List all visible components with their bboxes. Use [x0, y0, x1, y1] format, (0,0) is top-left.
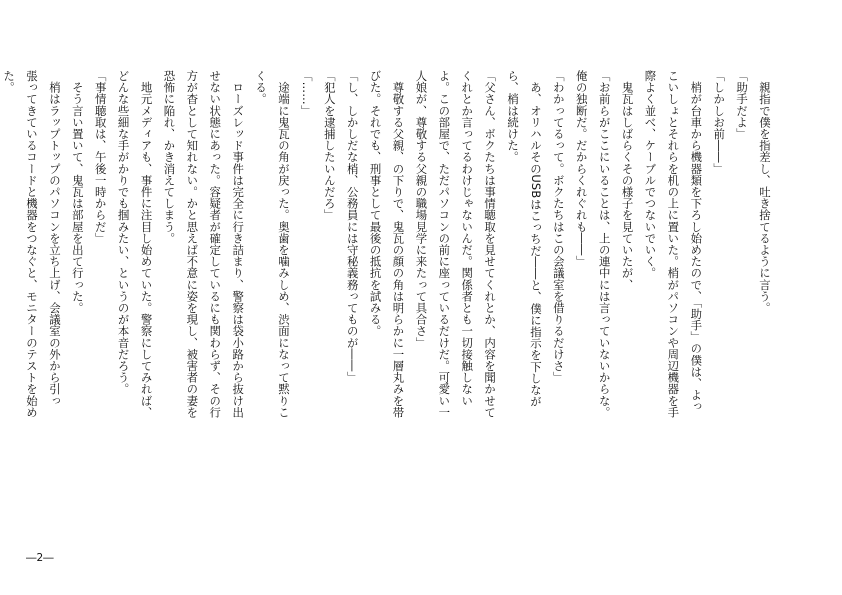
text-line: びた。それでも、刑事として最後の抵抗を試みる。: [368, 70, 383, 337]
vertical-text-body: [0, 70, 776, 540]
text-line: 「助手だよ」: [735, 70, 750, 140]
text-line: ら、梢は続けた。: [506, 70, 521, 163]
text-line: くれとか言ってるわけじゃないんだ。関係者とも一切接触しない: [460, 70, 475, 407]
text-line: 親指で僕を指差し、吐き捨てるように言う。: [758, 70, 772, 314]
text-line: 「し、しかしだな梢、公務員には守秘義務ってものが――」: [345, 70, 360, 384]
text-line: 「しかしお前――」: [712, 70, 727, 175]
text-line: 方が杳として知れない。かと思えば不意に姿を現し、被害者の妻を: [185, 70, 200, 418]
text-line: くる。: [254, 70, 269, 105]
text-line: 途端に鬼瓦の角が戻った。奥歯を噛みしめ、渋面になって黙りこ: [276, 70, 291, 418]
text-line: た。: [2, 70, 17, 94]
text-line: 梢はラップトップのパソコンを立ち上げ、会議室の外から引っ: [47, 70, 62, 407]
text-line: 「……」: [299, 70, 314, 117]
text-line: あ、オリハルそのUSBはこっちだ――と、僕に指示を下しなが: [528, 70, 543, 408]
text-line: 際よく並べ、ケーブルでつないでいく。: [643, 70, 658, 279]
page-number: ―2―: [26, 552, 54, 564]
text-line: 尊敬する父親、の下りで、鬼瓦の顔の角は明らかに一層丸みを帯: [391, 70, 406, 418]
text-line: こいしょとそれらを机の上に置いた。梢がパソコンや周辺機器を手: [666, 70, 681, 418]
text-line: 鬼瓦はしばらくその様子を見ていたが、: [620, 70, 635, 291]
text-line: 「お前らがここにいることは、上の連中には言っていないからな。: [597, 70, 612, 418]
text-line: 恐怖に陥れ、かき消えてしまう。: [162, 70, 177, 244]
text-line: 「わかってるって。ボクたちはこの会議室を借りるだけさ」: [551, 70, 566, 384]
text-line: どんな些細な手がかりでも掴みたい、というのが本音だろう。: [116, 70, 131, 395]
text-line: 俺の独断だ。だからくれぐれも――」: [574, 70, 589, 268]
text-line: 張ってきているコードと機器をつなぐと、モニターのテストを始め: [25, 70, 39, 418]
text-line: そう言い置いて、鬼瓦は部屋を出て行った。: [70, 70, 85, 314]
text-line: 人娘が、尊敬する父親の職場見学に来たって具合さ」: [414, 70, 429, 349]
text-line: せない状態にあった。容疑者が確定しているにも関わらず、その行: [208, 70, 223, 418]
text-line: 「事情聴取は、午後一時からだ」: [93, 70, 108, 244]
text-line: 「犯人を逮捕したいんだろ」: [322, 70, 337, 221]
text-line: よ。この部屋で、ただパソコンの前に座っているだけだ。可愛い一: [437, 70, 452, 418]
text-line: 梢が台車から機器類を下ろし始めたので、「助手」の僕は、よっ: [689, 70, 704, 413]
text-line: ローズレッド事件は完全に行き詰まり、警察は袋小路から抜け出: [231, 70, 246, 418]
text-line: 地元メディアも、事件に注目し始めていた。警察にしてみれば、: [139, 70, 154, 418]
text-line: 「父さん、ボクたちは事情聴取を見せてくれとか、内容を聞かせて: [483, 70, 498, 418]
